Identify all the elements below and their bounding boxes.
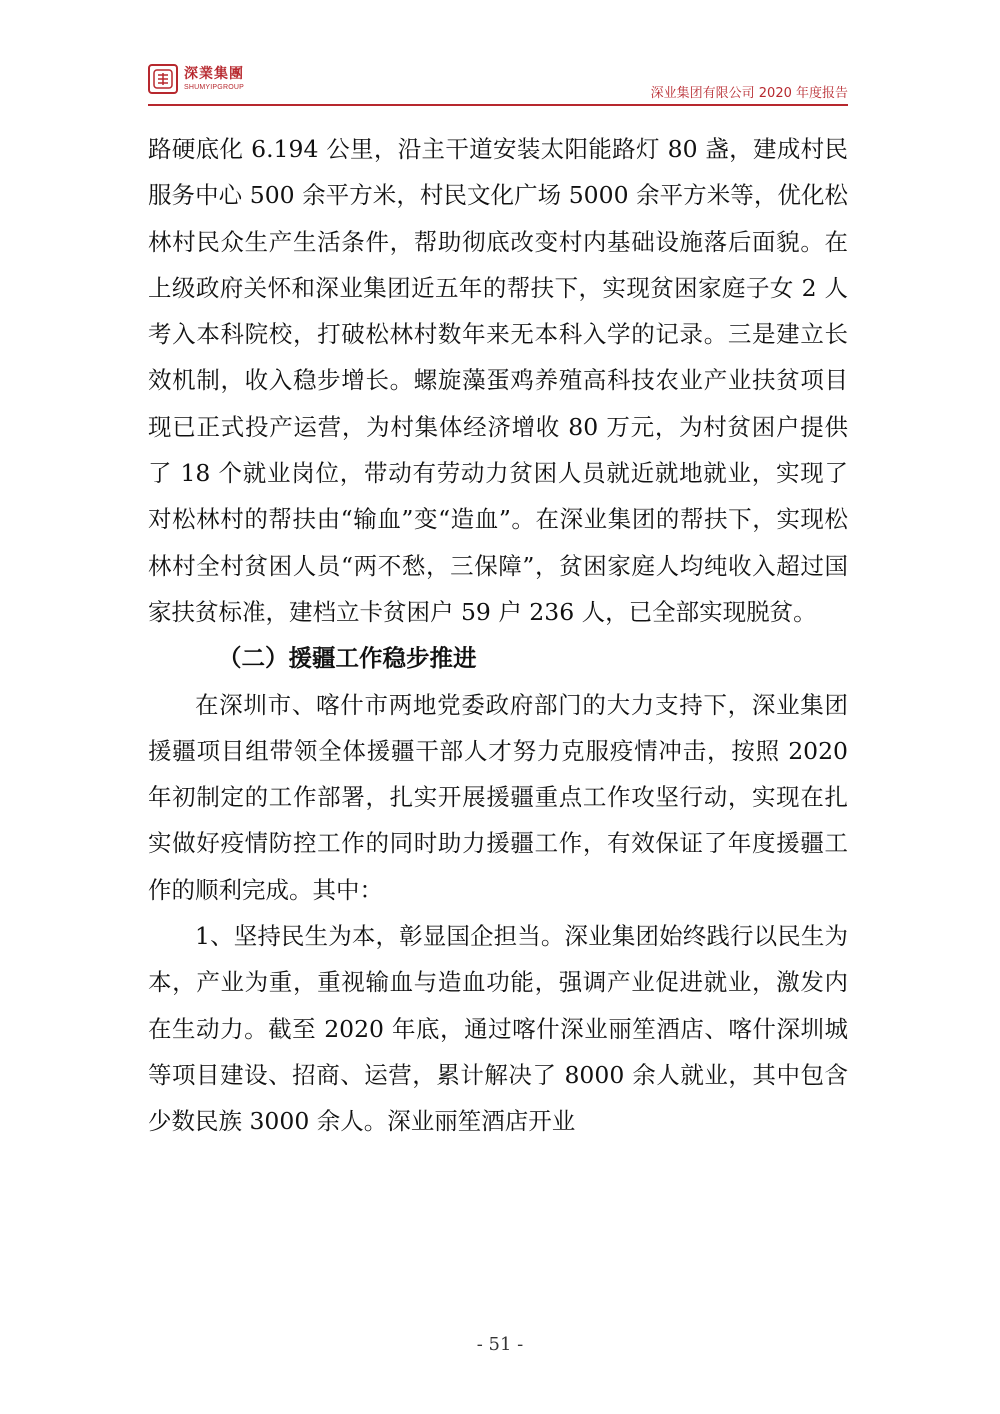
- section-heading-xinjiang-aid: （二）援疆工作稳步推进: [218, 644, 477, 673]
- paragraph-livelihood: 1、坚持民生为本，彰显国企担当。深业集团始终践行以民生为本，产业为重，重视输血与造血功能，强调产业促进就业，激发内在生动力。截至 2020 年底，通过喀什深业丽笙酒店、喀什深圳城等项目建设、招商、运营，累计解决了 8000 余人就业，其中包含少数民族 3000 余人。深业丽笙酒店开业: [148, 922, 848, 1136]
- header-divider: [148, 104, 848, 106]
- report-title: 深业集团有限公司 2020 年度报告: [650, 86, 848, 101]
- company-logo: [148, 64, 244, 94]
- document-body: [148, 126, 848, 1145]
- shenye-group-logo-icon: [148, 64, 178, 94]
- page-number: - 51 -: [476, 1334, 524, 1355]
- logo-english-name: SHUMYIPGROUP: [184, 84, 244, 91]
- paragraph-poverty-alleviation: 路硬底化 6.194 公里，沿主干道安装太阳能路灯 80 盏，建成村民服务中心 500 余平方米，村民文化广场 5000 余平方米等，优化松林村民众生产生活条件，帮助彻底改变村内基础设施落后面貌。在上级政府关怀和深业集团近五年的帮扶下，实现贫困家庭子女 2 人考入本科院校，打破松林村数年来无本科入学的记录。三是建立长效机制，收入稳步增长。螺旋藻蛋鸡养殖高科技农业产业扶贫项目现已正式投产运营，为村集体经济增收 80 万元，为村贫困户提供了 18 个就业岗位，带动有劳动力贫困人员就近就地就业，实现了对松林村的帮扶由“输血”变“造血”。在深业集团的帮扶下，实现松林村全村贫困人员“两不愁，三保障”，贫困家庭人均纯收入超过国家扶贫标准，建档立卡贫困户 59 户 236 人，已全部实现脱贫。: [148, 135, 848, 626]
- page-header: [148, 64, 848, 104]
- logo-chinese-name: 深業集團: [184, 66, 244, 82]
- paragraph-xinjiang-aid-intro: 在深圳市、喀什市两地党委政府部门的大力支持下，深业集团援疆项目组带领全体援疆干部人才努力克服疫情冲击，按照 2020 年初制定的工作部署，扎实开展援疆重点工作攻坚行动，实现在扎实做好疫情防控工作的同时助力援疆工作，有效保证了年度援疆工作的顺利完成。其中：: [148, 690, 848, 904]
